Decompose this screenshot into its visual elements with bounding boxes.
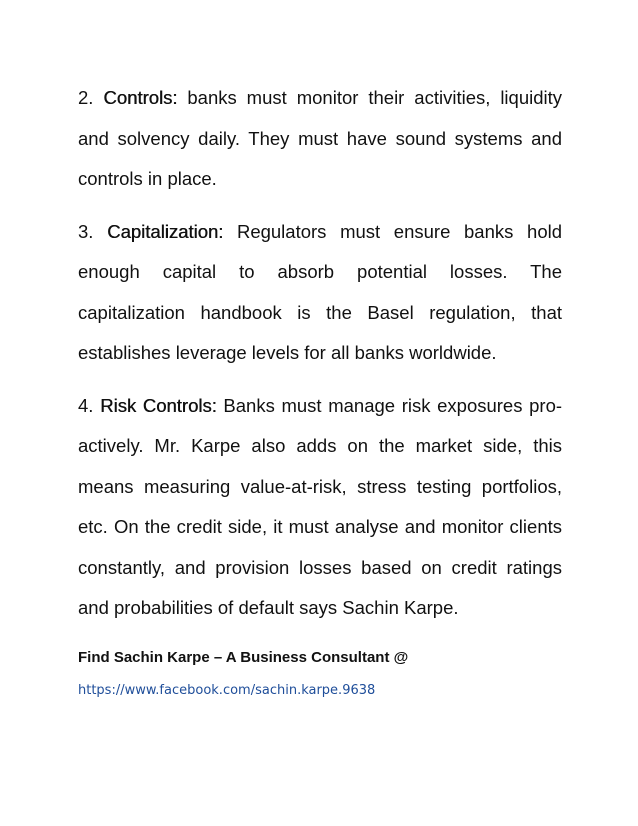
section-controls <box>78 78 562 200</box>
section-text: Regulators must ensure banks hold enough capital to absorb potential losses. The capitalization handbook is the Basel regulation, that establishes leverage levels for all banks worldwide. <box>78 220 563 363</box>
footer-title: Find Sachin Karpe – A Business Consultant @ <box>78 648 409 666</box>
section-term: Capitalization: <box>107 220 224 242</box>
document-body <box>78 78 562 701</box>
section-term: Controls: <box>103 87 178 108</box>
section-number: 2. <box>78 87 94 108</box>
section-capitalization <box>78 212 562 374</box>
section-risk-controls <box>78 386 562 629</box>
facebook-link[interactable]: https://www.facebook.com/sachin.karpe.9638 <box>78 682 376 698</box>
section-text: banks must monitor their activities, liquidity and solvency daily. They must have sound systems and controls in place. <box>78 87 563 189</box>
section-text: Banks must manage risk exposures pro-actively. Mr. Karpe also adds on the market side, this means measuring value-at-risk, stress testing portfolios, etc. On the credit side, it must analyse and monitor clients constantly, and provision losses based on credit ratings and probabilities of default says Sachin Karpe. <box>78 394 563 618</box>
section-number: 4. <box>78 394 94 416</box>
section-term: Risk Controls: <box>100 394 217 416</box>
section-number: 3. <box>78 220 94 242</box>
